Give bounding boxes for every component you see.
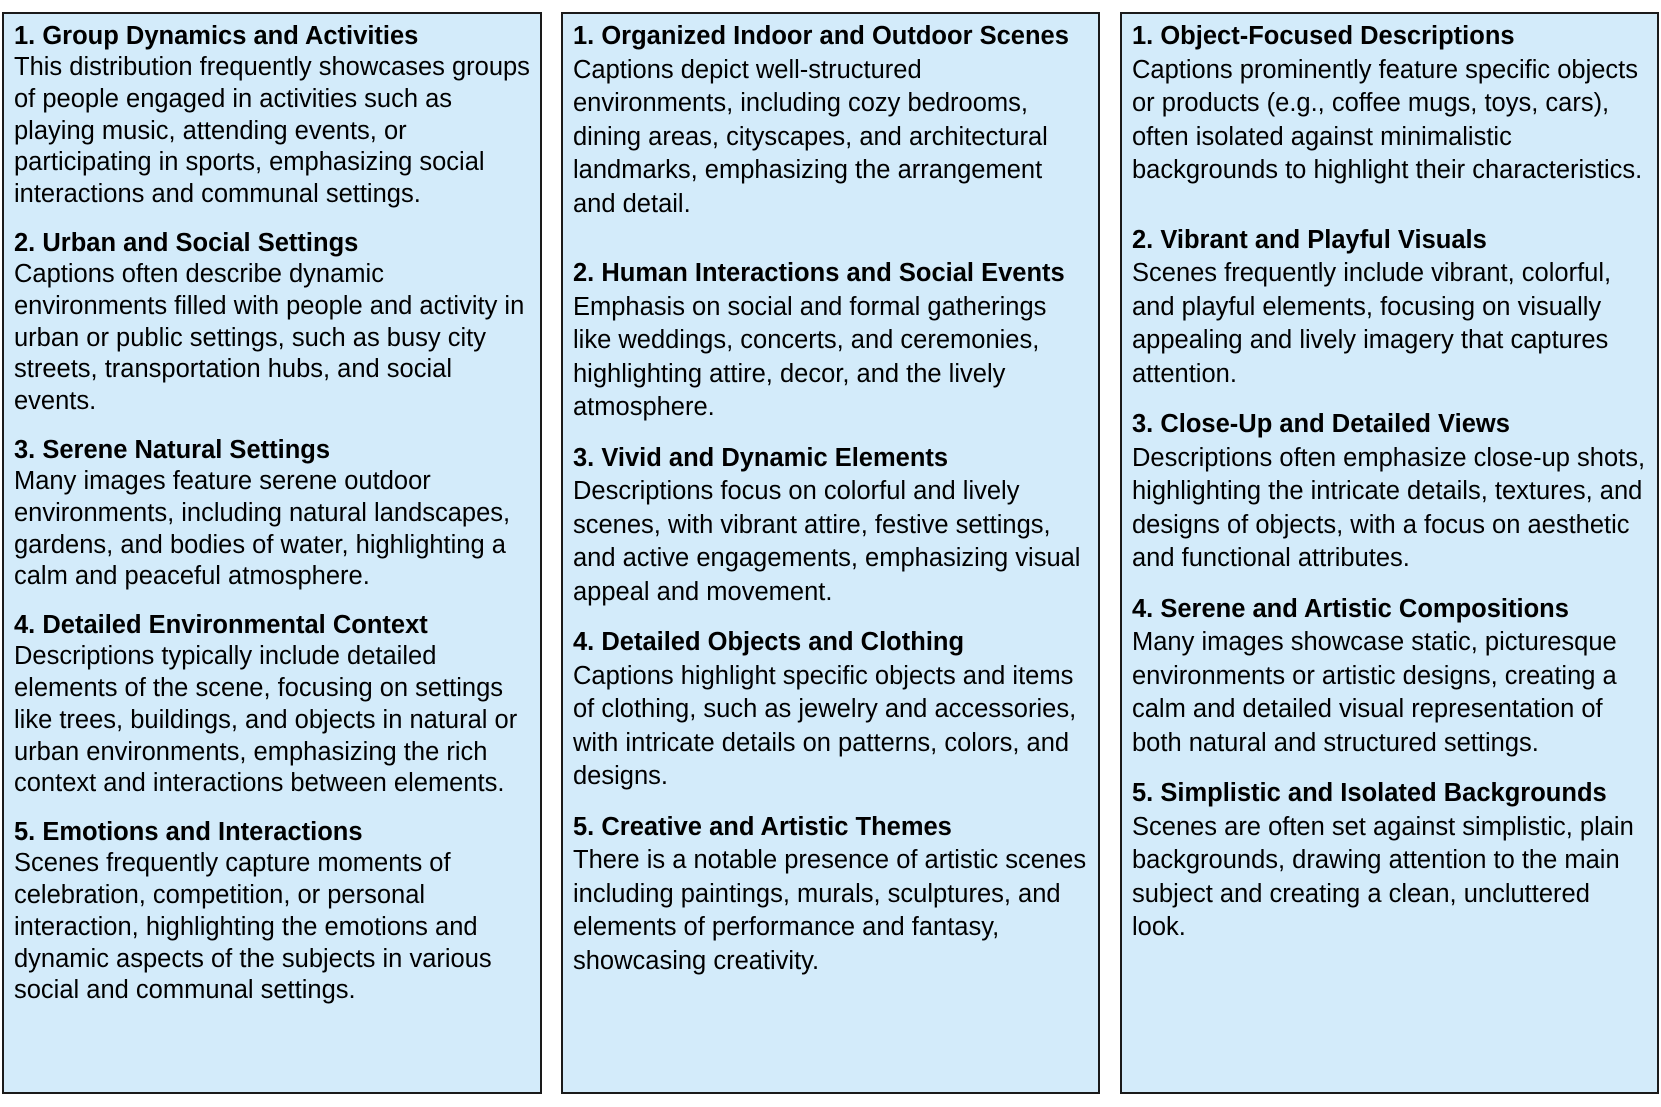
theme-section (573, 626, 1088, 794)
theme-title: 3. Vivid and Dynamic Elements (573, 443, 949, 472)
theme-section (573, 20, 1088, 221)
theme-description: Descriptions typically include detailed elements of the scene, focusing on settings like trees, buildings, and objects in natural or urban environments, emphasizing the rich context and interactions between elements. (14, 642, 518, 798)
theme-section (1132, 224, 1647, 392)
theme-section (14, 816, 530, 1007)
middle-column-panel (561, 12, 1100, 1094)
theme-section (1132, 20, 1647, 188)
theme-title: 2. Human Interactions and Social Events (573, 259, 1065, 287)
theme-title: 1. Object-Focused Descriptions (1132, 22, 1515, 50)
theme-title: 2. Urban and Social Settings (14, 228, 359, 257)
theme-section (14, 434, 530, 593)
theme-title: 1. Organized Indoor and Outdoor Scenes (573, 22, 1069, 50)
theme-title: 2. Vibrant and Playful Visuals (1132, 225, 1487, 254)
theme-description: Scenes are often set against simplistic, plain backgrounds, drawing attention to the main subject and creating a clean, uncluttered look. (1132, 812, 1634, 941)
theme-section (573, 442, 1088, 610)
theme-section (1132, 777, 1647, 945)
right-column-panel (1120, 12, 1659, 1094)
theme-description: Captions depict well-structured environments, including cozy bedrooms, dining areas, cityscapes, and architectural landmarks, emphasizing the arrangement and detail. (573, 55, 1048, 218)
theme-description: Emphasis on social and formal gatherings like weddings, concerts, and ceremonies, highlighting attire, decor, and the lively atmosphere. (573, 292, 1047, 421)
theme-title: 4. Detailed Objects and Clothing (573, 628, 965, 656)
left-column-panel (2, 12, 542, 1094)
theme-title: 4. Detailed Environmental Context (14, 611, 428, 640)
theme-description: There is a notable presence of artistic scenes including paintings, murals, sculptures, and elements of performance and fantasy, showcasing creativity. (573, 846, 1087, 975)
theme-title: 4. Serene and Artistic Compositions (1132, 594, 1569, 623)
theme-description: Descriptions focus on colorful and lively scenes, with vibrant attire, festive settings, and active engagements, emphasizing visual appeal and movement. (573, 477, 1081, 606)
theme-title: 1. Group Dynamics and Activities (14, 22, 419, 50)
theme-description: Scenes frequently include vibrant, colorful, and playful elements, focusing on visually appealing and lively imagery that captures attention. (1132, 259, 1612, 388)
theme-section (573, 811, 1088, 979)
theme-description: Many images feature serene outdoor environments, including natural landscapes, gardens, and bodies of water, highlighting a calm and peaceful atmosphere. (14, 466, 511, 591)
theme-description: Descriptions often emphasize close-up shots, highlighting the intricate details, textures, and designs of objects, with a focus on aesthetic and functional attributes. (1132, 443, 1646, 572)
theme-section (573, 257, 1088, 425)
theme-section (14, 609, 530, 800)
theme-title: 3. Close-Up and Detailed Views (1132, 410, 1510, 438)
theme-title: 5. Simplistic and Isolated Backgrounds (1132, 779, 1607, 807)
theme-description: Scenes frequently capture moments of celebration, competition, or personal interaction, highlighting the emotions and dynamic aspects of the subjects in various social and communal settings. (14, 849, 492, 1005)
theme-title: 5. Emotions and Interactions (14, 818, 363, 847)
theme-title: 3. Serene Natural Settings (14, 435, 331, 464)
theme-description: This distribution frequently showcases groups of people engaged in activities such as playing music, attending events, or participating in sports, emphasizing social interactions and communal settings. (14, 53, 530, 209)
theme-section (1132, 408, 1647, 576)
theme-description: Captions prominently feature specific objects or products (e.g., coffee mugs, toys, cars), often isolated against minimalistic backgrounds to highlight their characteristics. (1132, 55, 1643, 184)
theme-description: Captions highlight specific objects and items of clothing, such as jewelry and accessories, with intricate details on patterns, colors, and designs. (573, 661, 1077, 790)
theme-section (1132, 593, 1647, 761)
theme-section (14, 227, 530, 418)
theme-section (14, 20, 530, 211)
theme-title: 5. Creative and Artistic Themes (573, 812, 952, 841)
theme-description: Many images showcase static, picturesque environments or artistic designs, creating a calm and detailed visual representation of both natural and structured settings. (1132, 628, 1617, 757)
theme-description: Captions often describe dynamic environments filled with people and activity in urban or public settings, such as busy city streets, transportation hubs, and social events. (14, 259, 525, 416)
